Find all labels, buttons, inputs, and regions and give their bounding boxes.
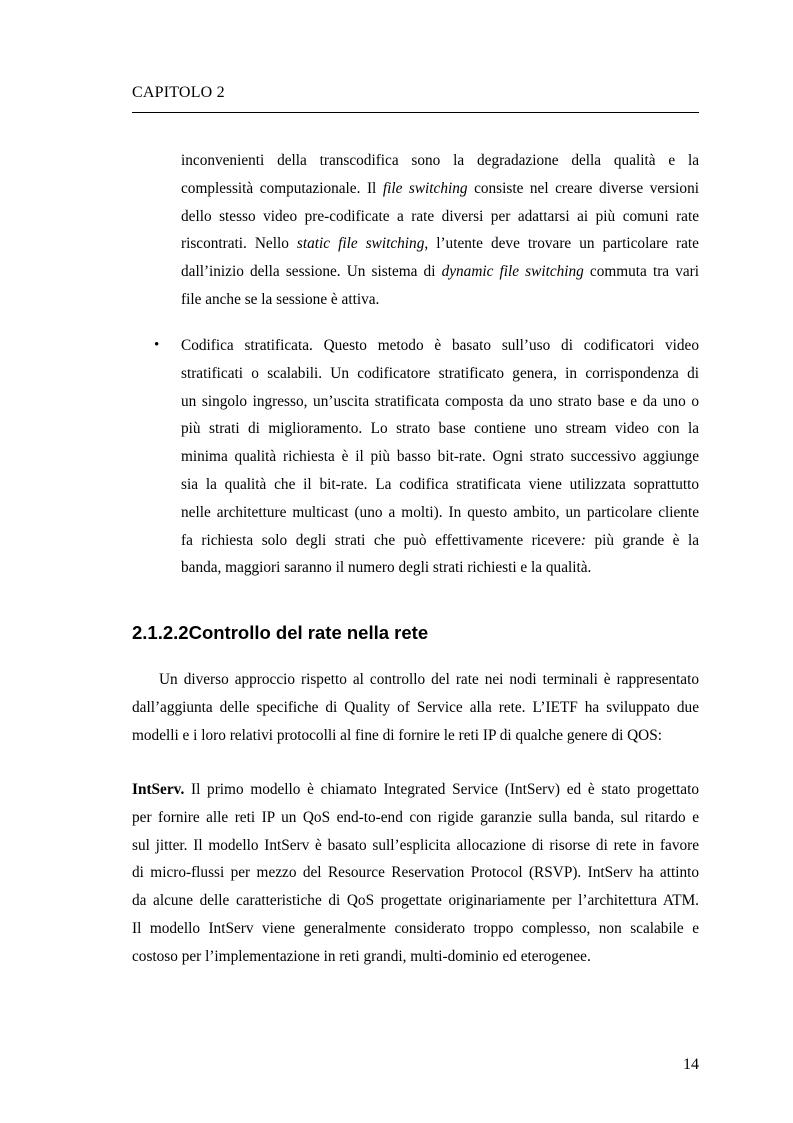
italic-term: static file switching bbox=[296, 235, 425, 253]
text-line: più strati di miglioramento. Lo strato base contiene uno stream video con la bbox=[181, 420, 699, 438]
text-line: Il modello IntServ viene generalmente considerato troppo complesso, non scalabile e bbox=[132, 919, 699, 937]
text-line: inconvenienti della transcodifica sono la degradazione della qualità e la bbox=[181, 152, 699, 169]
text-line: file anche se la sessione è attiva. bbox=[181, 290, 380, 308]
italic-term: dynamic file switching bbox=[441, 263, 584, 281]
italic-term: file switching bbox=[382, 179, 468, 197]
section-title-text: Controllo del rate nella rete bbox=[188, 622, 429, 643]
header-rule bbox=[132, 112, 699, 113]
text-line: di micro-flussi per mezzo del Resource Reservation Protocol (RSVP). IntServ ha attinto bbox=[132, 864, 699, 882]
paragraph-continuation bbox=[181, 147, 699, 314]
text-line: Codifica stratificata. Questo metodo è basato sull’uso di codificatori video bbox=[181, 337, 699, 354]
running-header: CAPITOLO 2 bbox=[132, 84, 225, 101]
text-line: dall’inizio della sessione. Un sistema di dynamic file switching commuta tra vari bbox=[181, 263, 699, 281]
text-line: modelli e i loro relativi protocolli al fine di fornire le reti IP di qualche genere di QOS: bbox=[132, 726, 662, 744]
section-heading bbox=[132, 622, 428, 644]
bullet-item-codifica-stratificata bbox=[181, 332, 699, 582]
text-line: dall’aggiunta delle specifiche di Quality of Service alla rete. L’IETF ha sviluppato due bbox=[132, 698, 699, 716]
text-line: da alcune delle caratteristiche di QoS progettate originariamente per l’architettura ATM. bbox=[132, 892, 699, 910]
text-line: complessità computazionale. Il file switching consiste nel creare diverse versioni bbox=[181, 179, 699, 197]
text-line: per fornire alle reti IP un QoS end-to-end con rigide garanzie sulla banda, sul ritardo e bbox=[132, 808, 699, 826]
text-line: riscontrati. Nello static file switching, l’utente deve trovare un particolare rate bbox=[181, 235, 699, 253]
bold-term: IntServ. bbox=[132, 781, 185, 798]
text-line: costoso per l’implementazione in reti grandi, multi-dominio ed eterogenee. bbox=[132, 947, 591, 965]
text-line: stratificati o scalabili. Un codificatore stratificato genera, in corrispondenza di bbox=[181, 364, 699, 382]
text-line: un singolo ingresso, un’uscita stratificata composta da uno strato base e da uno o bbox=[181, 392, 699, 410]
text-line: sul jitter. Il modello IntServ è basato sull’esplicita allocazione di risorse di rete in favore bbox=[132, 836, 699, 854]
italic-term: : bbox=[580, 531, 586, 549]
paragraph-intro bbox=[132, 666, 699, 749]
text-line: IntServ. Il primo modello è chiamato Integrated Service (IntServ) ed è stato progettato bbox=[132, 781, 699, 798]
page-number: 14 bbox=[683, 1056, 699, 1073]
paragraph-intserv bbox=[132, 776, 699, 971]
text-line: nelle architetture multicast (uno a molti). In questo ambito, un particolare cliente bbox=[181, 503, 699, 521]
text-line: dello stesso video pre-codificate a rate diversi per adattarsi ai più comuni rate bbox=[181, 207, 699, 225]
text-line: minima qualità richiesta è il più basso bit-rate. Ogni strato successivo aggiunge bbox=[181, 448, 699, 466]
text-line: sia la qualità che il bit-rate. La codifica stratificata viene utilizzata soprattutto bbox=[181, 475, 699, 493]
text-line: banda, maggiori saranno il numero degli strati richiesti e la qualità. bbox=[181, 559, 592, 577]
text-line: fa richiesta solo degli strati che può effettivamente ricevere: più grande è la bbox=[181, 531, 699, 549]
bullet-marker: • bbox=[154, 337, 160, 353]
text-line: Un diverso approccio rispetto al controllo del rate nei nodi terminali è rappresentato bbox=[159, 671, 699, 688]
section-number: 2.1.2.2 bbox=[132, 622, 189, 643]
